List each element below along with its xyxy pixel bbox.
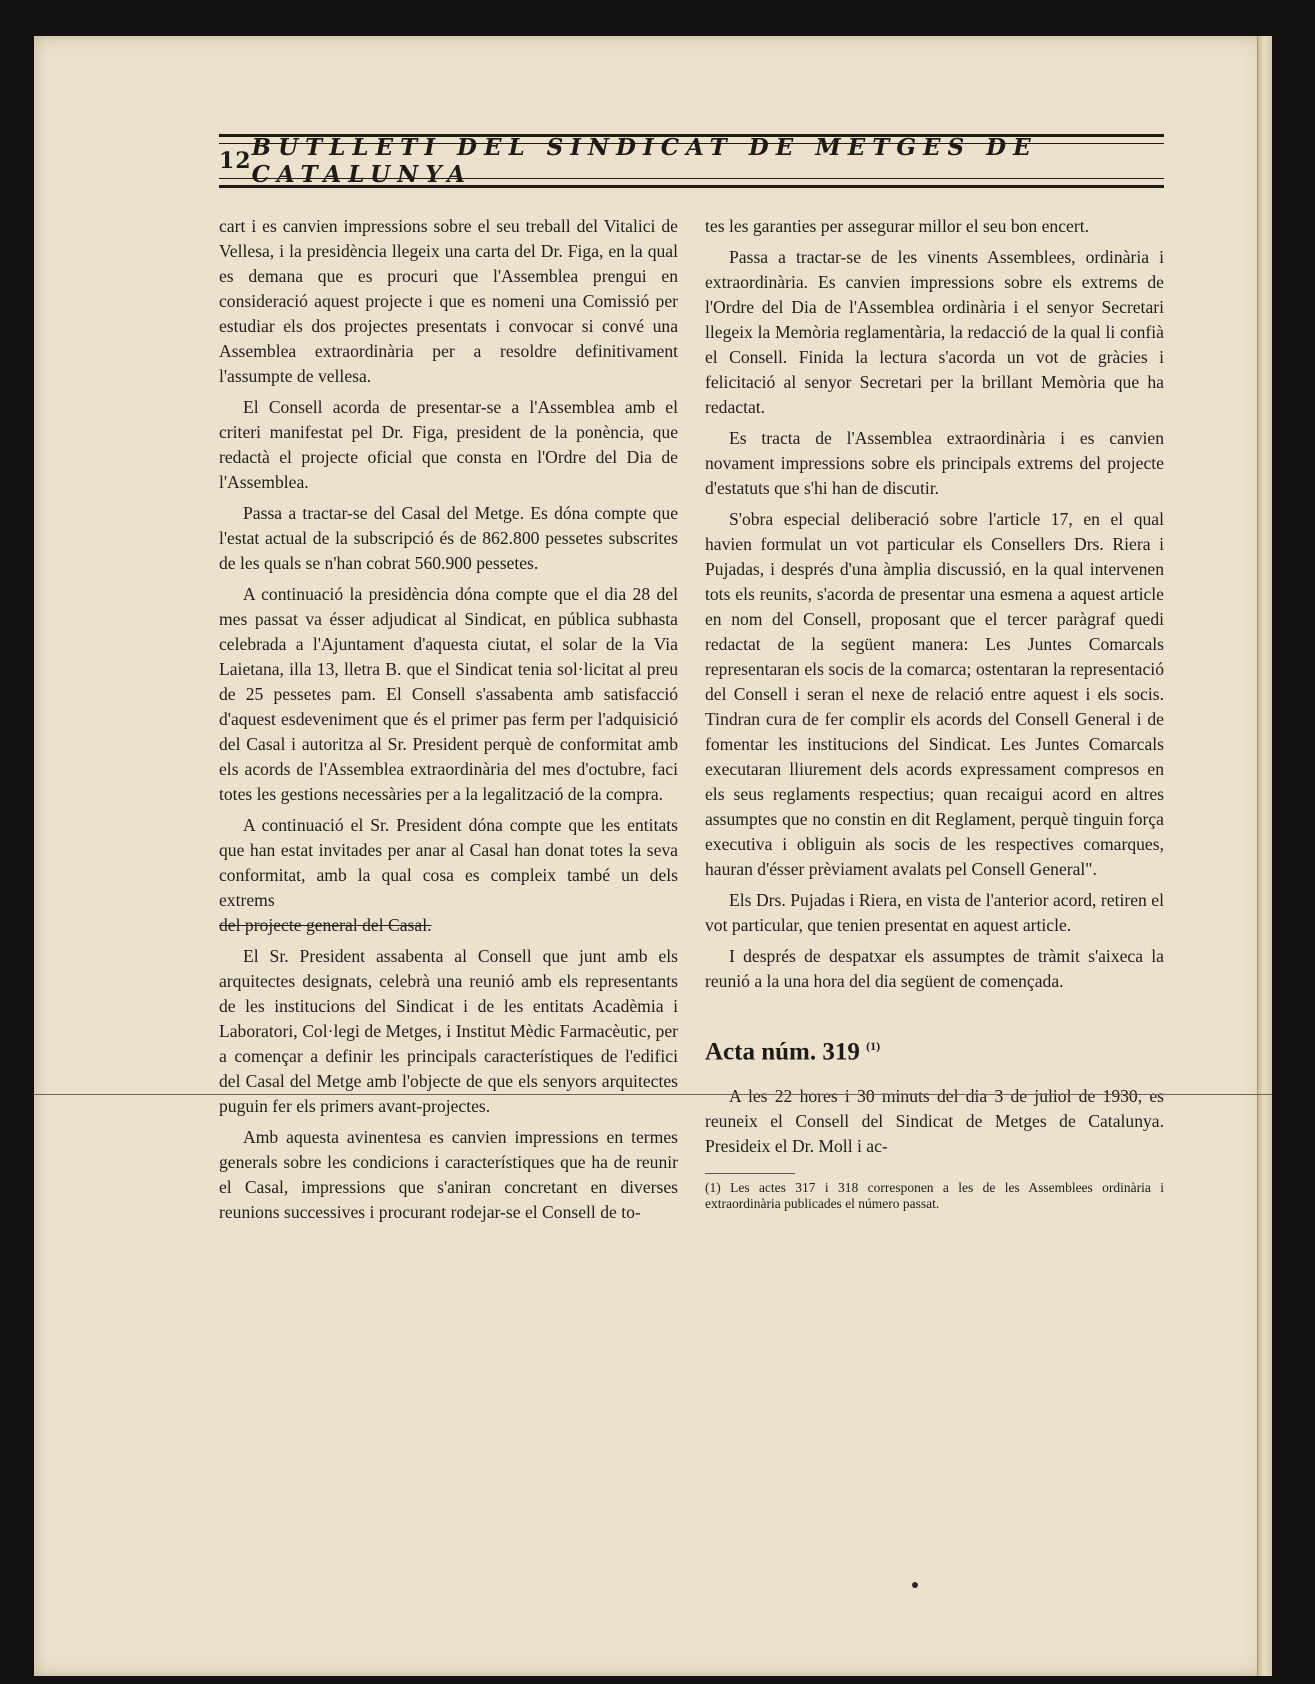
footnote-mark: (1)	[866, 1039, 881, 1053]
paragraph: El Consell acorda de presentar-se a l'Assemblea amb el criteri manifestat pel Dr. Figa, president de la ponència, que redactà el projecte oficial que consta en l'Ordre del Dia de l'Assemblea.	[219, 397, 678, 492]
paragraph: Els Drs. Pujadas i Riera, en vista de l'anterior acord, retiren el vot particular, que tenien presentat en aquest article.	[705, 890, 1164, 935]
scan-seam-line	[34, 1094, 1272, 1095]
paragraph: I després de despatxar els assumptes de tràmit s'aixeca la reunió a la una hora del dia següent de començada.	[705, 946, 1164, 991]
header-rule-bottom	[219, 178, 1164, 188]
acta-paragraph: A les 22 hores i 30 minuts del dia 3 de juliol de 1930, es reuneix el Consell del Sindicat de Metges de Catalunya. Presideix el Dr. Moll i ac-	[705, 1086, 1164, 1157]
text-columns	[219, 214, 1164, 1524]
page-spine	[1257, 36, 1272, 1676]
acta-heading	[705, 1034, 1164, 1064]
page-number: 12	[219, 148, 252, 174]
footnote: (1) Les actes 317 i 318 corresponen a les de les Assemblees ordinària i extraordinària publicades el número passat.	[705, 1180, 1164, 1212]
journal-title: BUTLLETI DEL SINDICAT DE METGES DE CATALUNYA	[251, 134, 1038, 188]
paragraph: El Sr. President assabenta al Consell que junt amb els arquitectes designats, celebrà una reunió amb els representants de les institucions del Sindicat i de les entitats Acadèmia i Laboratori, Col·legi de Metges, i Institut Mèdic Farmacèutic, per a començar a definir les principals característiques de l'edifici del Casal del Metge amb l'objecte de que els senyors arquitectes puguin fer els primers avant-projectes.	[219, 946, 678, 1116]
acta-title: Acta núm. 319	[705, 1038, 860, 1066]
right-column	[705, 214, 1164, 1218]
paragraph: Passa a tractar-se de les vinents Assemblees, ordinària i extraordinària. Es canvien impressions sobre els extrems de l'Ordre del Dia de l'Assemblea ordinària i el senyor Secretari llegeix la Memòria reglamentària, la redacció de la qual li confià el Consell. Finida la lectura s'acorda un vot de gràcies i felicitació al senyor Secretari per la brillant Memòria que ha redactat.	[705, 247, 1164, 417]
footnote-rule	[705, 1173, 795, 1174]
paragraph: Passa a tractar-se del Casal del Metge. Es dóna compte que l'estat actual de la subscripció és de 862.800 pessetes subscrites de les quals se n'han cobrat 560.900 pessetes.	[219, 503, 678, 573]
paragraph: Es tracta de l'Assemblea extraordinària i es canvien novament impressions sobre els principals extrems del projecte d'estatuts que s'hi han de discutir.	[705, 428, 1164, 498]
paragraph: A continuació el Sr. President dóna compte que les entitats que han estat invitades per anar al Casal han donat totes la seva conformitat, amb la qual cosa es compleix també un dels extrems	[219, 815, 678, 910]
paragraph: S'obra especial deliberació sobre l'article 17, en el qual havien formulat un vot particular els Consellers Drs. Riera i Pujadas, i després d'una àmplia discussió, en la qual intervenen tots els reunits, s'acorda de presentar una esmena a aquest article en nom del Consell, proposant que el tercer paràgraf quedi redactat de la següent manera: Les Juntes Comarcals representaran els socis de la comarca; ostentaran la representació del Consell i seran el nexe de relació entre aquest i els socis. Tindran cura de fer complir els acords del Consell General i de fomentar les institucions del Sindicat. Les Juntes Comarcals executaran lliurement dels acords expressament compresos en els seus reglaments respectius; quan recaigui acord en altres assumptes que no constin en dit Reglament, perquè tinguin força executiva i obliguin als socis de les respectives comarques, hauran d'ésser prèviament avalats pel Consell General".	[705, 509, 1164, 879]
running-header	[219, 134, 1164, 188]
paragraph: Amb aquesta avinentesa es canvien impressions en termes generals sobre les condicions i característiques que ha de reunir el Casal, impressions que s'aniran concretant en diverses reunions successives i procurant rodejar-se el Consell de to-	[219, 1127, 678, 1222]
paragraph: tes les garanties per assegurar millor el seu bon encert.	[705, 216, 1089, 236]
struck-line: del projecte general del Casal.	[219, 915, 432, 935]
paragraph: A continuació la presidència dóna compte que el dia 28 del mes passat va ésser adjudicat al Sindicat, en pública subhasta celebrada a l'Ajuntament d'aquesta ciutat, el solar de la Via Laietana, illa 13, lletra B. que el Sindicat tenia sol·licitat al preu de 25 pessetes pam. El Consell s'assabenta amb satisfacció d'aquest esdeveniment que és el primer pas ferm per l'adquisició del Casal i autoritza al Sr. President perquè de conformitat amb els acords de l'Assemblea extraordinària del mes d'octubre, faci totes les gestions necessàries per a la legalització de la compra.	[219, 584, 678, 804]
page	[34, 36, 1272, 1676]
ink-dot	[912, 1582, 918, 1588]
left-column	[219, 214, 678, 1231]
paragraph: cart i es canvien impressions sobre el seu treball del Vitalici de Vellesa, i la presidència llegeix una carta del Dr. Figa, en la qual es demana que es procuri que l'Assemblea prengui en consideració aquest projecte i que es nomeni una Comissió per estudiar els dos projectes presentats i convocar si convé una Assemblea extraordinària per a resoldre definitivament l'assumpte de vellesa.	[219, 216, 678, 386]
